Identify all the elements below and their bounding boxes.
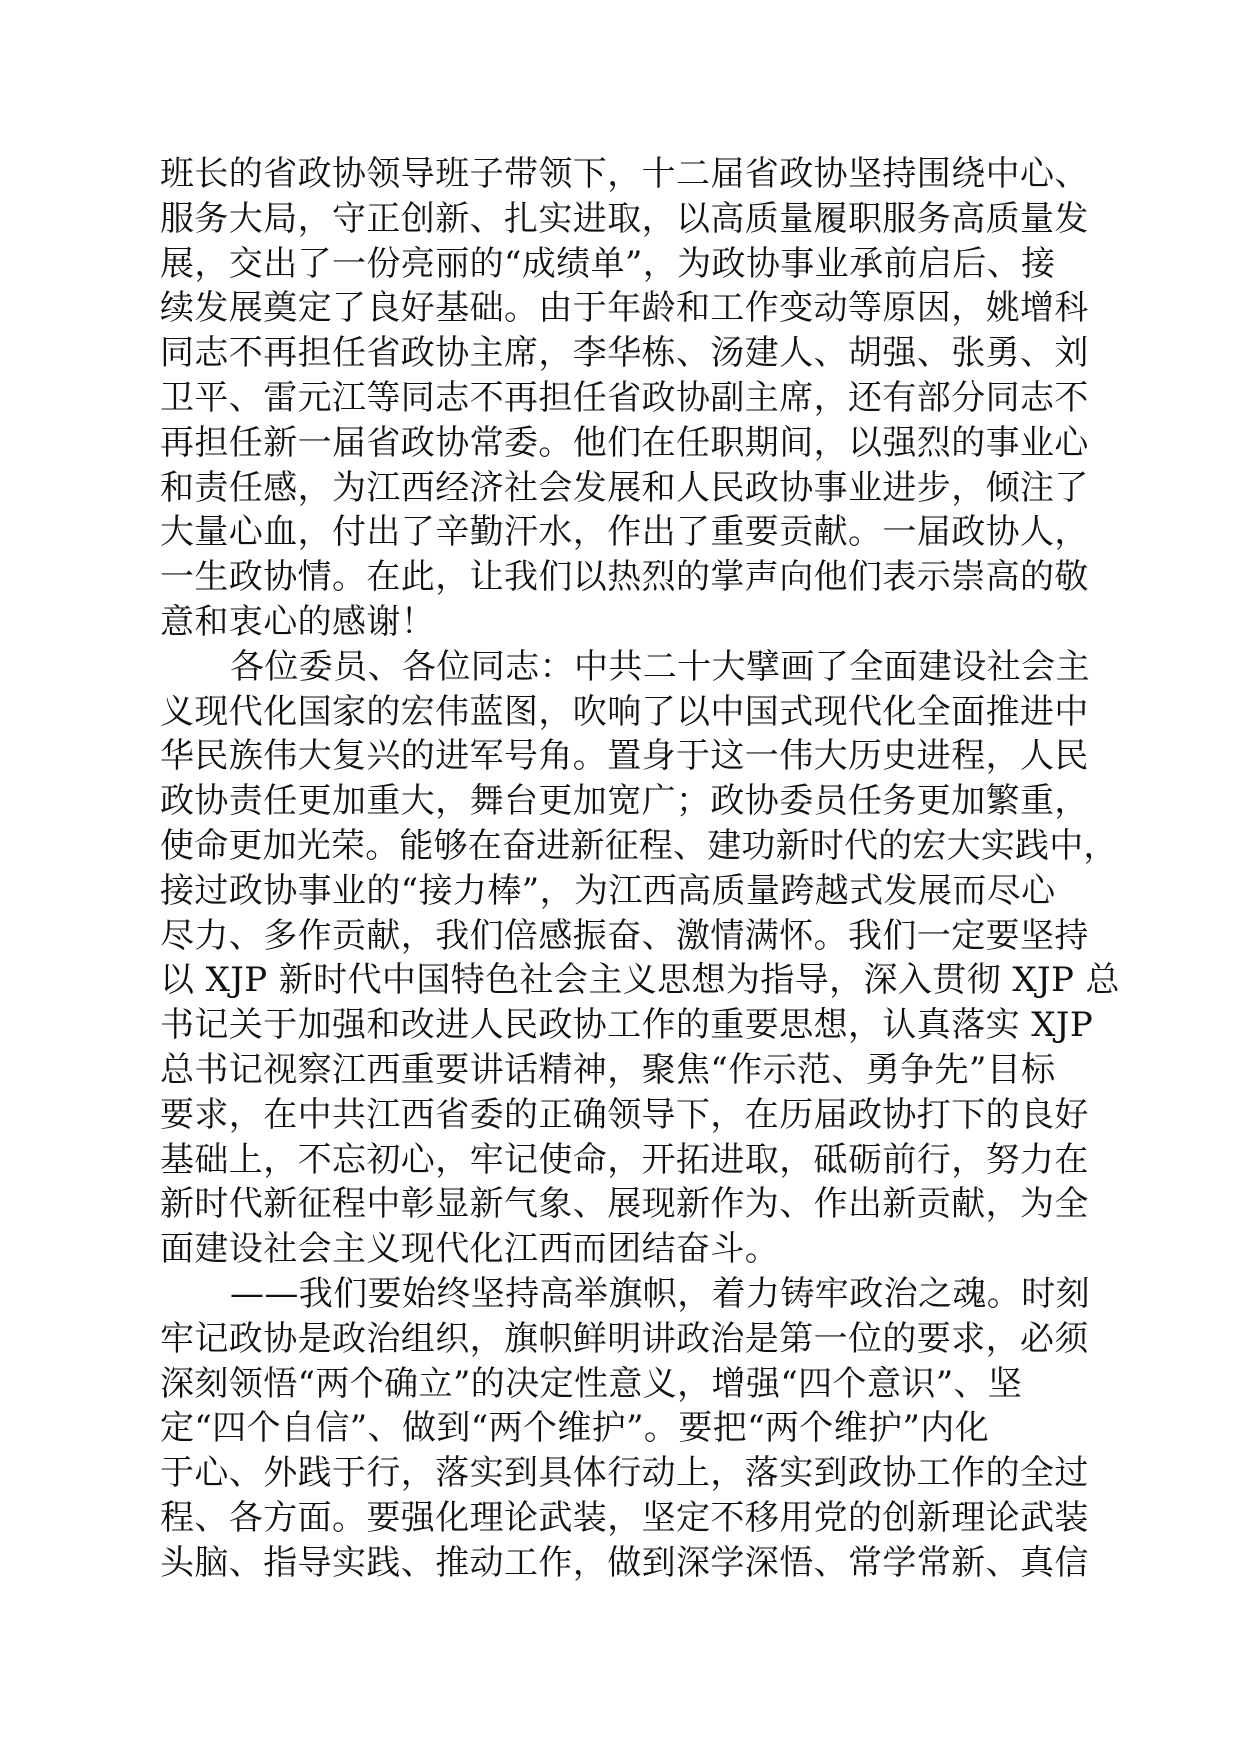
- text-line: 面建设社会主义现代化江西而团结奋斗。: [160, 1229, 780, 1270]
- text-line: 政协责任更加重大，舞台更加宽广；政协委员任务更加繁重，: [160, 781, 1089, 822]
- text-line: 尽力、多作贡献，我们倍感振奋、激情满怀。我们一定要坚持: [160, 915, 1089, 956]
- text-line: 书记关于加强和改进人民政协工作的重要思想，认真落实 XJP: [160, 1005, 1094, 1046]
- text-line: 和责任感，为江西经济社会发展和人民政协事业进步，倾注了: [160, 467, 1089, 508]
- text-line: 以 XJP 新时代中国特色社会主义思想为指导，深入贯彻 XJP 总: [160, 960, 1120, 1001]
- text-line: 基础上，不忘初心，牢记使命，开拓进取，砥砺前行，努力在: [160, 1139, 1089, 1180]
- text-line: 华民族伟大复兴的进军号角。置身于这一伟大历史进程，人民: [160, 736, 1089, 777]
- text-line: 意和衷心的感谢！: [160, 601, 436, 642]
- text-line: 一生政协情。在此，让我们以热烈的掌声向他们表示崇高的敬: [160, 557, 1089, 598]
- paragraph-1: [160, 152, 1120, 645]
- text-line-first: ——我们要始终坚持高举旗帜，着力铸牢政治之魂。时刻: [230, 1273, 1090, 1314]
- text-line: 程、各方面。要强化理论武装，坚定不移用党的创新理论武装: [160, 1497, 1089, 1538]
- text-line: 服务大局，守正创新、扎实进取，以高质量履职服务高质量发: [160, 198, 1089, 239]
- text-line: 续发展奠定了良好基础。由于年龄和工作变动等原因，姚增科: [160, 288, 1089, 329]
- text-line: 总书记视察江西重要讲话精神，聚焦“作示范、勇争先”目标: [160, 1049, 1056, 1090]
- text-line: 要求，在中共江西省委的正确领导下，在历届政协打下的良好: [160, 1094, 1089, 1135]
- text-line: 再担任新一届省政协常委。他们在任职期间，以强烈的事业心: [160, 422, 1089, 463]
- text-line: 展，交出了一份亮丽的“成绩单”，为政协事业承前启后、接: [160, 243, 1056, 284]
- text-line: 于心、外践于行，落实到具体行动上，落实到政协工作的全过: [160, 1453, 1089, 1494]
- text-line: 接过政协事业的“接力棒”，为江西高质量跨越式发展而尽心: [160, 870, 1056, 911]
- text-line: 班长的省政协领导班子带领下，十二届省政协坚持围绕中心、: [160, 154, 1089, 194]
- text-line: 使命更加光荣。能够在奋进新征程、建功新时代的宏大实践中，: [160, 825, 1118, 866]
- text-line: 定“四个自信”、做到“两个维护”。要把“两个维护”内化: [160, 1408, 990, 1449]
- paragraph-2: [160, 645, 1120, 1272]
- text-line: 义现代化国家的宏伟蓝图，吹响了以中国式现代化全面推进中: [160, 691, 1089, 732]
- document-body: [160, 152, 1120, 1586]
- text-line: 深刻领悟“两个确立”的决定性意义，增强“四个意识”、坚: [160, 1363, 1023, 1404]
- text-line: 新时代新征程中彰显新气象、展现新作为、作出新贡献，为全: [160, 1184, 1089, 1225]
- text-line: 头脑、指导实践、推动工作，做到深学深悟、常学常新、真信: [160, 1542, 1089, 1583]
- text-line-first: 各位委员、各位同志：中共二十大擘画了全面建设社会主: [230, 646, 1090, 687]
- paragraph-3: [160, 1272, 1120, 1586]
- text-line: 同志不再担任省政协主席，李华栋、汤建人、胡强、张勇、刘: [160, 333, 1089, 374]
- text-line: 大量心血，付出了辛勤汗水，作出了重要贡献。一届政协人，: [160, 512, 1089, 553]
- text-line: 牢记政协是政治组织，旗帜鲜明讲政治是第一位的要求，必须: [160, 1318, 1089, 1359]
- text-line: 卫平、雷元江等同志不再担任省政协副主席，还有部分同志不: [160, 377, 1089, 418]
